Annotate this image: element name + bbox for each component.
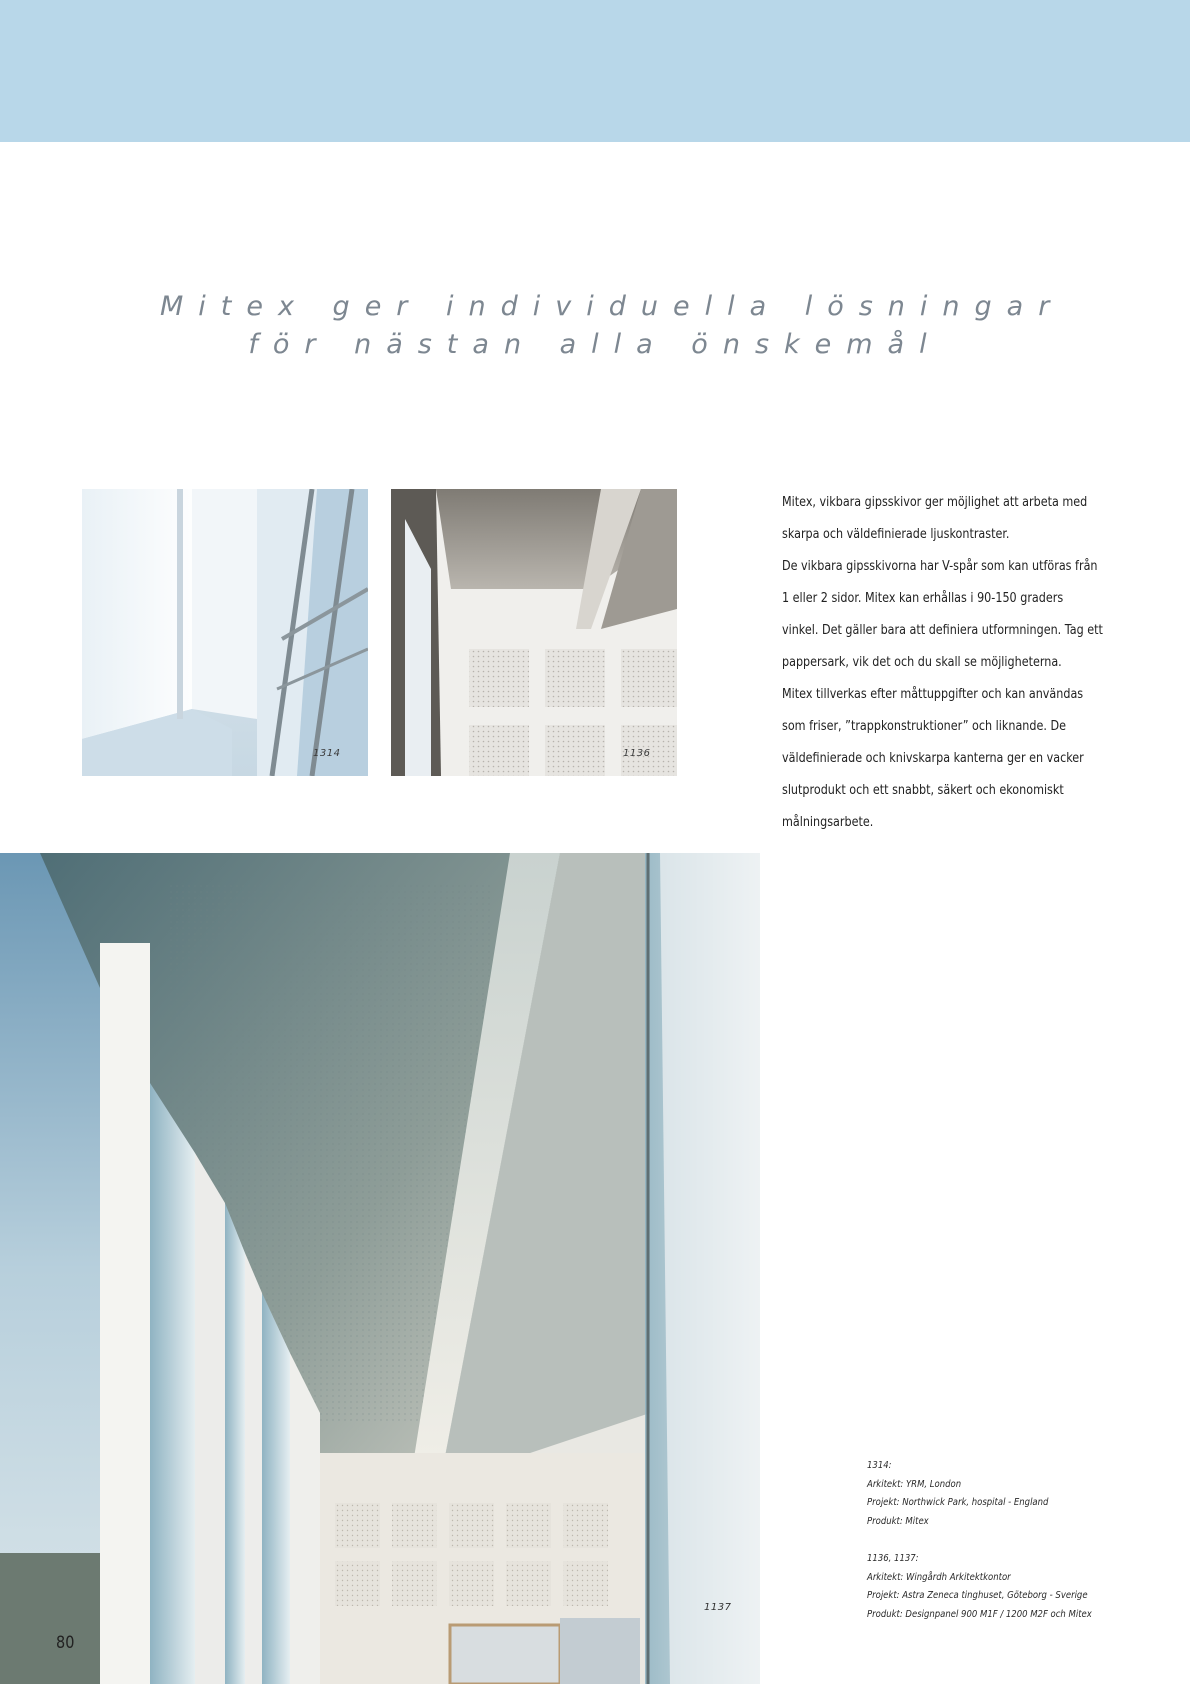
- body-line: väldefinierade och knivskarpa kanterna ger en vacker: [782, 751, 1084, 766]
- credit-id: 1136, 1137:: [867, 1553, 919, 1564]
- body-line: 1 eller 2 sidor. Mitex kan erhållas i 90-150 graders: [782, 591, 1064, 606]
- credit-product: Produkt: Mitex: [867, 1515, 929, 1527]
- photo-label-1137: 1137: [704, 1602, 732, 1613]
- body-line: slutprodukt och ett snabbt, säkert och ekonomiskt: [782, 783, 1064, 798]
- photo-credits: [867, 1457, 1131, 1624]
- body-line: som friser, ”trappkonstruktioner” och liknande. De: [782, 719, 1066, 734]
- body-line: pappersark, vik det och du skall se möjligheterna.: [782, 655, 1062, 670]
- body-line: Mitex tillverkas efter måttuppgifter och kan användas: [782, 687, 1084, 702]
- credit-product: Produkt: Designpanel 900 M1F / 1200 M2F och Mitex: [867, 1608, 1092, 1620]
- ceiling-perforated-panels-photo: [391, 489, 677, 776]
- headline-line-1: Mitex ger individuella lösningar: [160, 291, 1065, 322]
- body-line: Mitex, vikbara gipsskivor ger möjlighet att arbeta med: [782, 495, 1088, 510]
- credit-project: Projekt: Astra Zeneca tinghuset, Göteborg - Sverige: [867, 1590, 1088, 1601]
- page-headline: [160, 288, 1065, 364]
- credit-architect: Arkitekt: Wingårdh Arkitektkontor: [867, 1571, 1011, 1583]
- body-text: [782, 487, 1103, 839]
- photo-label-1314: 1314: [313, 748, 341, 759]
- body-line: De vikbara gipsskivorna har V-spår som kan utföras från: [782, 559, 1098, 574]
- credit-id: 1314:: [867, 1460, 892, 1471]
- body-line: skarpa och väldefinierade ljuskontraster.: [782, 527, 1010, 542]
- body-line: målningsarbete.: [782, 815, 874, 830]
- credit-architect: Arkitekt: YRM, London: [867, 1478, 962, 1490]
- corridor-ceiling-photo: [0, 853, 760, 1684]
- ceiling-corner-photo: [82, 489, 368, 776]
- page-number: 80: [56, 1633, 75, 1653]
- headline-line-2: för nästan alla önskemål: [248, 329, 942, 360]
- body-line: vinkel. Det gäller bara att definiera utformningen. Tag ett: [782, 623, 1103, 638]
- top-color-band: [0, 0, 1190, 142]
- photo-label-1136: 1136: [623, 748, 651, 759]
- credit-project: Projekt: Northwick Park, hospital - England: [867, 1497, 1049, 1508]
